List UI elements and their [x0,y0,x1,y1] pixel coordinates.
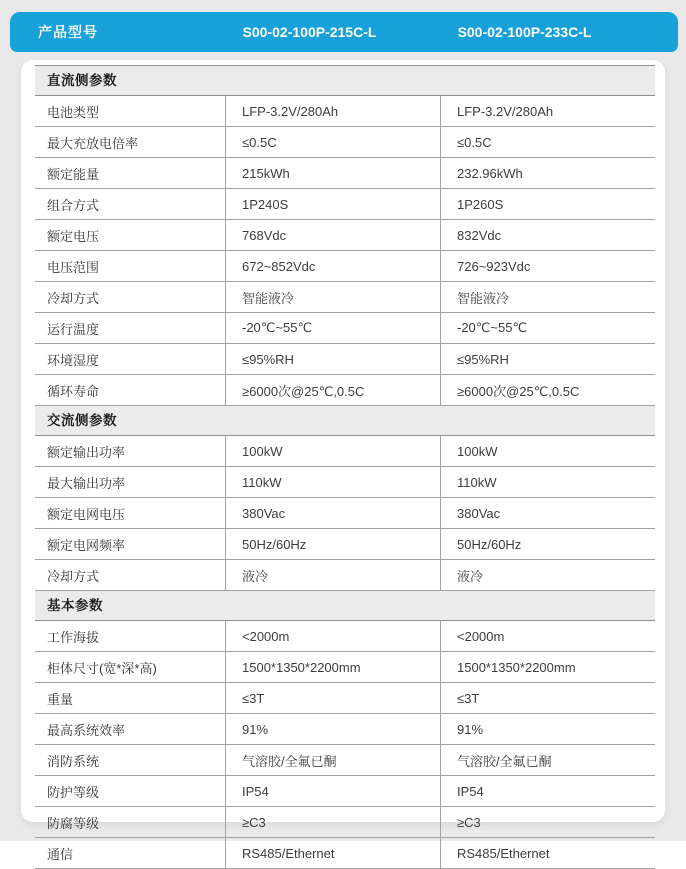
table-row [35,344,655,375]
param-value-model2: ≤3T [440,683,655,713]
param-value-model1: 672~852Vdc [225,251,440,281]
table-row [35,127,655,158]
table-row [35,436,655,467]
table-row [35,652,655,683]
model-name-2: S00-02-100P-233C-L [457,24,592,40]
param-value-model2: 232.96kWh [440,158,655,188]
param-value-model2: 91% [440,714,655,744]
spec-section [35,66,655,406]
param-value-model2: 智能液冷 [440,282,655,312]
table-row [35,621,655,652]
model-header-bar [10,12,678,52]
param-value-model1: 91% [225,714,440,744]
spec-table [35,65,655,869]
section-title: 交流侧参数 [35,406,655,436]
param-value-model2: ≤95%RH [440,344,655,374]
param-label: 组合方式 [47,197,100,213]
param-value-model1: 100kW [225,436,440,466]
param-label: 最高系统效率 [47,722,126,738]
param-value-model2: ≥6000次@25℃,0.5C [440,375,655,405]
param-value-model1: IP54 [225,776,440,806]
table-row [35,467,655,498]
param-value-model1: ≤3T [225,683,440,713]
param-value-model1: 110kW [225,467,440,497]
param-label: 额定电网频率 [47,537,126,553]
param-label: 额定能量 [47,166,100,182]
param-value-model1: 380Vac [225,498,440,528]
param-value-model1: <2000m [225,621,440,651]
table-row [35,745,655,776]
table-row [35,158,655,189]
param-label: 防腐等级 [47,815,100,831]
param-label: 防护等级 [47,784,100,800]
table-row [35,560,655,591]
param-label: 额定电网电压 [47,506,126,522]
param-value-model2: 100kW [440,436,655,466]
param-label: 工作海拔 [47,629,100,645]
param-value-model1: ≤95%RH [225,344,440,374]
table-row [35,189,655,220]
param-label: 运行温度 [47,321,100,337]
param-label: 额定输出功率 [47,444,126,460]
table-row [35,96,655,127]
param-label: 电池类型 [47,104,100,120]
param-value-model1: 智能液冷 [225,282,440,312]
param-value-model2: IP54 [440,776,655,806]
param-value-model1: 液冷 [225,560,440,590]
param-value-model1: ≥6000次@25℃,0.5C [225,375,440,405]
spec-card [21,60,665,862]
param-label: 消防系统 [47,753,100,769]
param-label: 额定电压 [47,228,100,244]
param-label: 环境湿度 [47,352,100,368]
param-label: 循环寿命 [47,383,100,399]
param-value-model2: ≤0.5C [440,127,655,157]
param-value-model2: 110kW [440,467,655,497]
param-label: 冷却方式 [47,290,100,306]
param-value-model2: ≥C3 [440,807,655,837]
param-value-model1: 215kWh [225,158,440,188]
table-row [35,220,655,251]
table-row [35,282,655,313]
table-row [35,838,655,869]
param-value-model2: 832Vdc [440,220,655,250]
param-value-model2: <2000m [440,621,655,651]
table-row [35,683,655,714]
param-value-model2: RS485/Ethernet [440,838,655,868]
model-name-1: S00-02-100P-215C-L [242,24,377,40]
param-value-model2: 50Hz/60Hz [440,529,655,559]
param-value-model1: LFP-3.2V/280Ah [225,96,440,126]
spec-section [35,591,655,869]
param-value-model1: RS485/Ethernet [225,838,440,868]
param-label: 柜体尺寸(宽*深*高) [47,660,157,676]
param-value-model1: 1P240S [225,189,440,219]
param-value-model2: 1P260S [440,189,655,219]
model-header-label: 产品型号 [38,24,98,40]
param-label: 冷却方式 [47,568,100,584]
table-row [35,498,655,529]
section-title: 直流侧参数 [35,66,655,96]
table-row [35,251,655,282]
table-row [35,529,655,560]
param-value-model2: 380Vac [440,498,655,528]
param-value-model2: -20℃~55℃ [440,313,655,343]
param-value-model1: 1500*1350*2200mm [225,652,440,682]
param-label: 电压范围 [47,259,100,275]
param-label: 最大输出功率 [47,475,126,491]
table-row [35,776,655,807]
param-value-model2: 726~923Vdc [440,251,655,281]
param-value-model1: 768Vdc [225,220,440,250]
table-row [35,714,655,745]
param-value-model1: 气溶胶/全氟已酮 [225,745,440,775]
param-value-model2: 气溶胶/全氟已酮 [440,745,655,775]
param-value-model1: 50Hz/60Hz [225,529,440,559]
param-value-model2: LFP-3.2V/280Ah [440,96,655,126]
table-row [35,807,655,838]
table-row [35,375,655,406]
param-label: 重量 [47,691,74,707]
param-value-model1: ≥C3 [225,807,440,837]
section-title: 基本参数 [35,591,655,621]
param-label: 通信 [47,846,74,862]
param-value-model2: 1500*1350*2200mm [440,652,655,682]
spec-section [35,406,655,591]
param-value-model2: 液冷 [440,560,655,590]
param-value-model1: -20℃~55℃ [225,313,440,343]
table-row [35,313,655,344]
param-value-model1: ≤0.5C [225,127,440,157]
param-label: 最大充放电倍率 [47,135,139,151]
